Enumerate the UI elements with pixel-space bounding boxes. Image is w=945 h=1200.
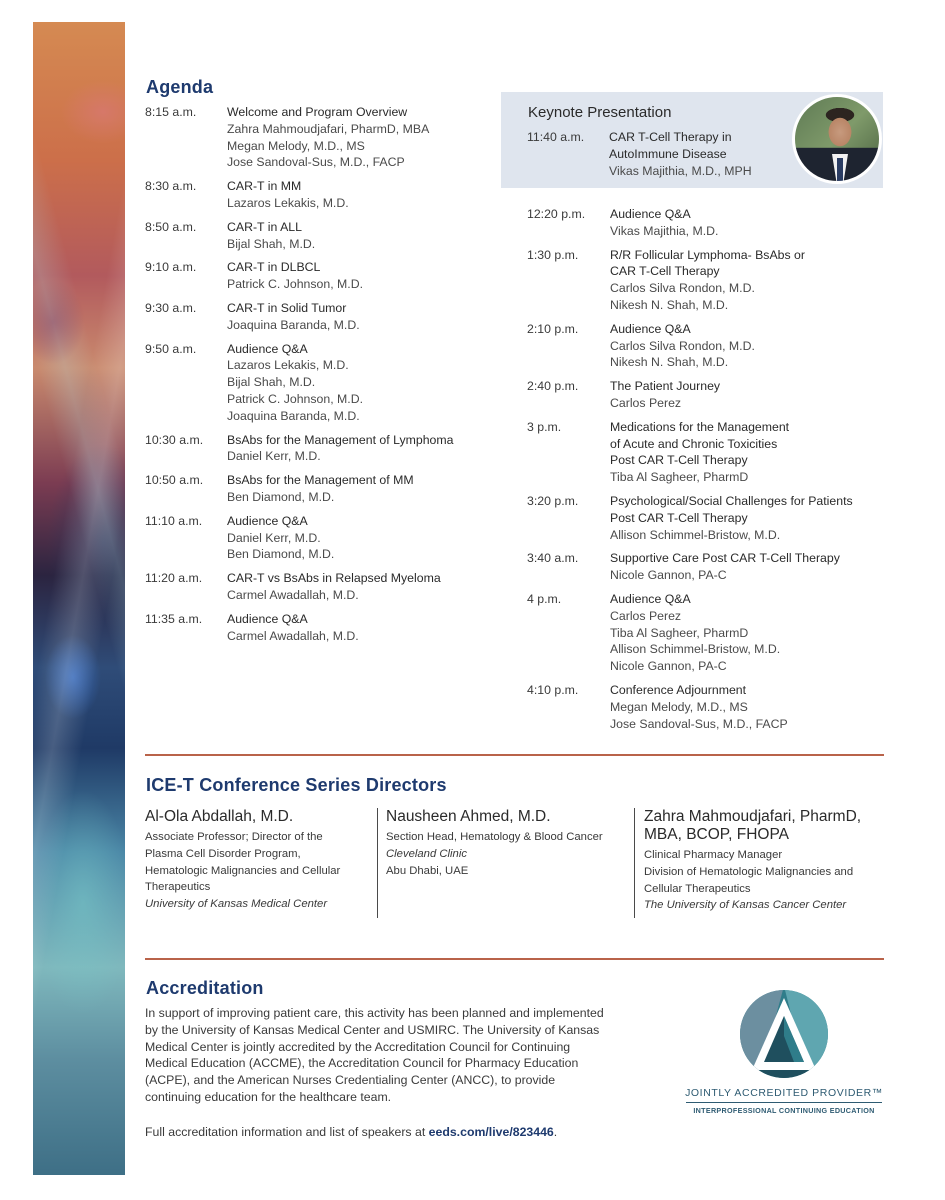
agenda-item — [527, 591, 887, 675]
agenda-details — [227, 513, 495, 563]
agenda-time: 2:10 p.m. — [527, 321, 579, 336]
agenda-details — [227, 570, 495, 604]
agenda-speaker: Patrick C. Johnson, M.D. — [227, 277, 363, 292]
agenda-speaker: Carlos Silva Rondon, M.D. — [610, 281, 755, 296]
agenda-details — [227, 104, 495, 171]
section-divider — [145, 754, 884, 756]
footer-period: . — [553, 1125, 558, 1139]
agenda-speaker: Carmel Awadallah, M.D. — [227, 587, 359, 602]
agenda-title: Agenda — [146, 77, 214, 97]
agenda-session: CAR-T in ALL — [227, 219, 302, 234]
agenda-details — [227, 178, 495, 212]
agenda-session: Psychological/Social Challenges for Patients — [610, 493, 853, 508]
agenda-speaker: Bijal Shah, M.D. — [227, 375, 316, 390]
agenda-right-column — [527, 206, 887, 739]
accreditation-line: Medical Education (ACCME), the Accreditation Council for Pharmacy Education — [145, 1056, 579, 1071]
agenda-session: BsAbs for the Management of MM — [227, 473, 414, 488]
agenda-time: 11:35 a.m. — [145, 611, 203, 626]
agenda-time: 10:30 a.m. — [145, 432, 204, 447]
agenda-details — [227, 219, 495, 253]
accreditation-triangle-icon — [736, 986, 832, 1082]
agenda-speaker: Jose Sandoval-Sus, M.D., FACP — [610, 716, 788, 731]
agenda-details — [610, 550, 887, 584]
agenda-details — [610, 378, 887, 412]
agenda-time: 9:50 a.m. — [145, 341, 197, 356]
director-card — [386, 808, 626, 879]
agenda-session: Audience Q&A — [610, 591, 691, 606]
agenda-speaker: Lazaros Lekakis, M.D. — [227, 358, 349, 373]
agenda-time: 2:40 p.m. — [527, 379, 579, 394]
director-affiliation: Cleveland Clinic — [386, 847, 467, 860]
director-divider — [377, 808, 378, 918]
agenda-session: Post CAR T-Cell Therapy — [610, 510, 748, 525]
directors-title: ICE-T Conference Series Directors — [146, 775, 447, 795]
agenda-details — [610, 206, 887, 240]
agenda-session: CAR-T in Solid Tumor — [227, 300, 347, 315]
agenda-item — [527, 419, 887, 486]
director-role-line: Associate Professor; Director of the — [145, 831, 323, 843]
director-name: Nausheen Ahmed, M.D. — [386, 808, 551, 825]
agenda-time: 3:40 a.m. — [527, 551, 579, 566]
agenda-speaker: Joaquina Baranda, M.D. — [227, 408, 360, 423]
agenda-session: Welcome and Program Overview — [227, 105, 408, 119]
agenda-time: 4:10 p.m. — [527, 682, 579, 697]
director-role-line: Therapeutics — [145, 881, 211, 894]
director-role-line: Division of Hematologic Malignancies and — [644, 865, 854, 878]
agenda-speaker: Tiba Al Sagheer, PharmD — [610, 470, 749, 485]
director-name: Zahra Mahmoudjafari, PharmD, — [644, 808, 862, 825]
agenda-details — [227, 432, 495, 466]
director-role-line: Cellular Therapeutics — [644, 882, 751, 895]
agenda-details — [227, 300, 495, 334]
agenda-details — [610, 419, 887, 486]
keynote-speaker: Vikas Majithia, M.D., MPH — [609, 163, 752, 178]
agenda-session: CAR-T in MM — [227, 179, 302, 194]
agenda-item — [527, 682, 887, 732]
agenda-speaker: Zahra Mahmoudjafari, PharmD, MBA — [227, 121, 430, 136]
agenda-session: Audience Q&A — [227, 341, 308, 356]
agenda-speaker: Megan Melody, M.D., MS — [610, 699, 748, 714]
agenda-item — [145, 341, 495, 425]
agenda-item — [145, 472, 495, 506]
agenda-speaker: Ben Diamond, M.D. — [227, 547, 335, 562]
agenda-time: 9:30 a.m. — [145, 300, 197, 315]
agenda-speaker: Jose Sandoval-Sus, M.D., FACP — [227, 155, 405, 170]
director-affiliation: The University of Kansas Cancer Center — [644, 899, 847, 912]
director-card — [145, 808, 370, 913]
keynote-session-line: AutoImmune Disease — [609, 146, 727, 161]
keynote-row — [527, 129, 787, 179]
agenda-left-column — [145, 104, 495, 651]
director-role-line: Plasma Cell Disorder Program, — [145, 847, 301, 860]
director-name: Al-Ola Abdallah, M.D. — [145, 808, 294, 825]
agenda-item — [527, 550, 887, 584]
agenda-speaker: Daniel Kerr, M.D. — [227, 449, 321, 464]
agenda-speaker: Bijal Shah, M.D. — [227, 236, 316, 251]
agenda-item — [527, 321, 887, 371]
director-role-line: Section Head, Hematology & Blood Cancer — [386, 831, 603, 843]
agenda-details — [610, 321, 887, 371]
agenda-details — [610, 591, 887, 675]
agenda-speaker: Allison Schimmel-Bristow, M.D. — [610, 642, 781, 657]
director-role-line: Clinical Pharmacy Manager — [644, 849, 783, 861]
agenda-speaker: Carlos Silva Rondon, M.D. — [610, 338, 755, 353]
agenda-item — [145, 432, 495, 466]
agenda-session: Audience Q&A — [610, 321, 691, 336]
agenda-speaker: Lazaros Lekakis, M.D. — [227, 195, 349, 210]
agenda-time: 11:10 a.m. — [145, 513, 203, 528]
director-credentials: MBA, BCOP, FHOPA — [644, 826, 789, 843]
agenda-time: 3:20 p.m. — [527, 493, 579, 508]
director-divider — [634, 808, 635, 918]
keynote-time: 11:40 a.m. — [527, 130, 585, 144]
director-location: Abu Dhabi, UAE — [386, 864, 469, 877]
agenda-time: 10:50 a.m. — [145, 473, 204, 488]
agenda-details — [610, 493, 887, 543]
accreditation-line: In support of improving patient care, this activity has been planned and implemented — [145, 1006, 604, 1020]
agenda-item — [145, 611, 495, 645]
agenda-item — [145, 259, 495, 293]
agenda-session: Audience Q&A — [227, 611, 308, 626]
agenda-session: of Acute and Chronic Toxicities — [610, 436, 778, 451]
agenda-time: 8:15 a.m. — [145, 105, 197, 119]
footer-text: Full accreditation information and list of speakers at — [145, 1125, 429, 1139]
agenda-speaker: Nikesh N. Shah, M.D. — [610, 355, 729, 370]
agenda-details — [227, 259, 495, 293]
accreditation-line: continuing education for the healthcare team. — [145, 1089, 392, 1104]
agenda-item — [527, 493, 887, 543]
agenda-session: R/R Follicular Lymphoma- BsAbs or — [610, 247, 805, 262]
agenda-speaker: Joaquina Baranda, M.D. — [227, 317, 360, 332]
agenda-session: CAR-T in DLBCL — [227, 260, 321, 275]
agenda-details — [610, 682, 887, 732]
agenda-session: Supportive Care Post CAR T-Cell Therapy — [610, 551, 840, 566]
director-affiliation: University of Kansas Medical Center — [145, 898, 328, 911]
accreditation-line: by the University of Kansas Medical Center and USMIRC. The University of Kansas — [145, 1022, 600, 1037]
agenda-speaker: Nikesh N. Shah, M.D. — [610, 297, 729, 312]
agenda-session: CAR T-Cell Therapy — [610, 264, 720, 279]
agenda-details — [227, 611, 495, 645]
agenda-speaker: Patrick C. Johnson, M.D. — [227, 391, 363, 406]
agenda-time: 9:10 a.m. — [145, 260, 197, 275]
logo-line-1: JOINTLY ACCREDITED PROVIDER™ — [685, 1087, 883, 1099]
agenda-details — [227, 472, 495, 506]
accreditation-body — [145, 1005, 670, 1106]
agenda-item — [145, 300, 495, 334]
agenda-item — [145, 513, 495, 563]
cover-art-strip — [33, 22, 125, 1175]
keynote-heading: Keynote Presentation — [528, 104, 672, 121]
accreditation-line: Medical Center is jointly accredited by the Accreditation Council for Continuing — [145, 1039, 571, 1054]
agenda-speaker: Nicole Gannon, PA-C — [610, 568, 727, 583]
agenda-item — [145, 570, 495, 604]
agenda-speaker: Allison Schimmel-Bristow, M.D. — [610, 527, 781, 542]
agenda-speaker: Tiba Al Sagheer, PharmD — [610, 625, 749, 640]
agenda-session: BsAbs for the Management of Lymphoma — [227, 432, 454, 447]
accreditation-line: (ACPE), and the American Nurses Credentialing Center (ANCC), to provide — [145, 1073, 556, 1088]
agenda-time: 11:20 a.m. — [145, 571, 203, 586]
accreditation-footer — [145, 1125, 557, 1139]
agenda-time: 3 p.m. — [527, 419, 562, 434]
keynote-session-line: CAR T-Cell Therapy in — [609, 130, 732, 144]
jointly-accredited-provider-logo — [684, 986, 884, 1121]
keynote-details — [609, 129, 787, 179]
photo-tie — [837, 158, 843, 184]
agenda-time: 8:50 a.m. — [145, 219, 197, 234]
agenda-speaker: Carlos Perez — [610, 608, 682, 623]
agenda-item — [527, 247, 887, 314]
agenda-time: 12:20 p.m. — [527, 207, 586, 221]
logo-line-2: INTERPROFESSIONAL CONTINUING EDUCATION — [693, 1106, 875, 1115]
agenda-speaker: Nicole Gannon, PA-C — [610, 659, 727, 674]
agenda-session: CAR-T vs BsAbs in Relapsed Myeloma — [227, 571, 441, 586]
agenda-speaker: Megan Melody, M.D., MS — [227, 138, 365, 153]
agenda-time: 1:30 p.m. — [527, 247, 579, 262]
agenda-speaker: Daniel Kerr, M.D. — [227, 530, 321, 545]
logo-rule — [686, 1102, 882, 1103]
agenda-time: 8:30 a.m. — [145, 179, 197, 194]
agenda-session: Post CAR T-Cell Therapy — [610, 453, 748, 468]
agenda-details — [227, 341, 495, 425]
agenda-speaker: Carlos Perez — [610, 395, 682, 410]
section-divider — [145, 958, 884, 960]
agenda-speaker: Carmel Awadallah, M.D. — [227, 628, 359, 643]
agenda-speaker: Ben Diamond, M.D. — [227, 489, 335, 504]
agenda-details — [610, 247, 887, 314]
agenda-speaker: Vikas Majithia, M.D. — [610, 223, 719, 238]
speakers-link[interactable]: eeds.com/live/823446 — [428, 1125, 554, 1139]
agenda-session: Audience Q&A — [227, 513, 308, 528]
agenda-item — [145, 104, 495, 171]
agenda-session: Conference Adjournment — [610, 682, 747, 697]
accreditation-title: Accreditation — [146, 978, 264, 998]
director-role-line: Hematologic Malignancies and Cellular — [145, 864, 341, 877]
agenda-item — [527, 206, 887, 240]
agenda-session: Medications for the Management — [610, 419, 790, 434]
director-card — [644, 808, 884, 914]
agenda-item — [145, 178, 495, 212]
agenda-time: 4 p.m. — [527, 591, 562, 606]
keynote-box — [501, 92, 883, 188]
keynote-speaker-photo — [792, 94, 882, 184]
agenda-session: Audience Q&A — [610, 207, 691, 221]
agenda-item — [145, 219, 495, 253]
agenda-item — [527, 378, 887, 412]
agenda-session: The Patient Journey — [610, 379, 721, 394]
